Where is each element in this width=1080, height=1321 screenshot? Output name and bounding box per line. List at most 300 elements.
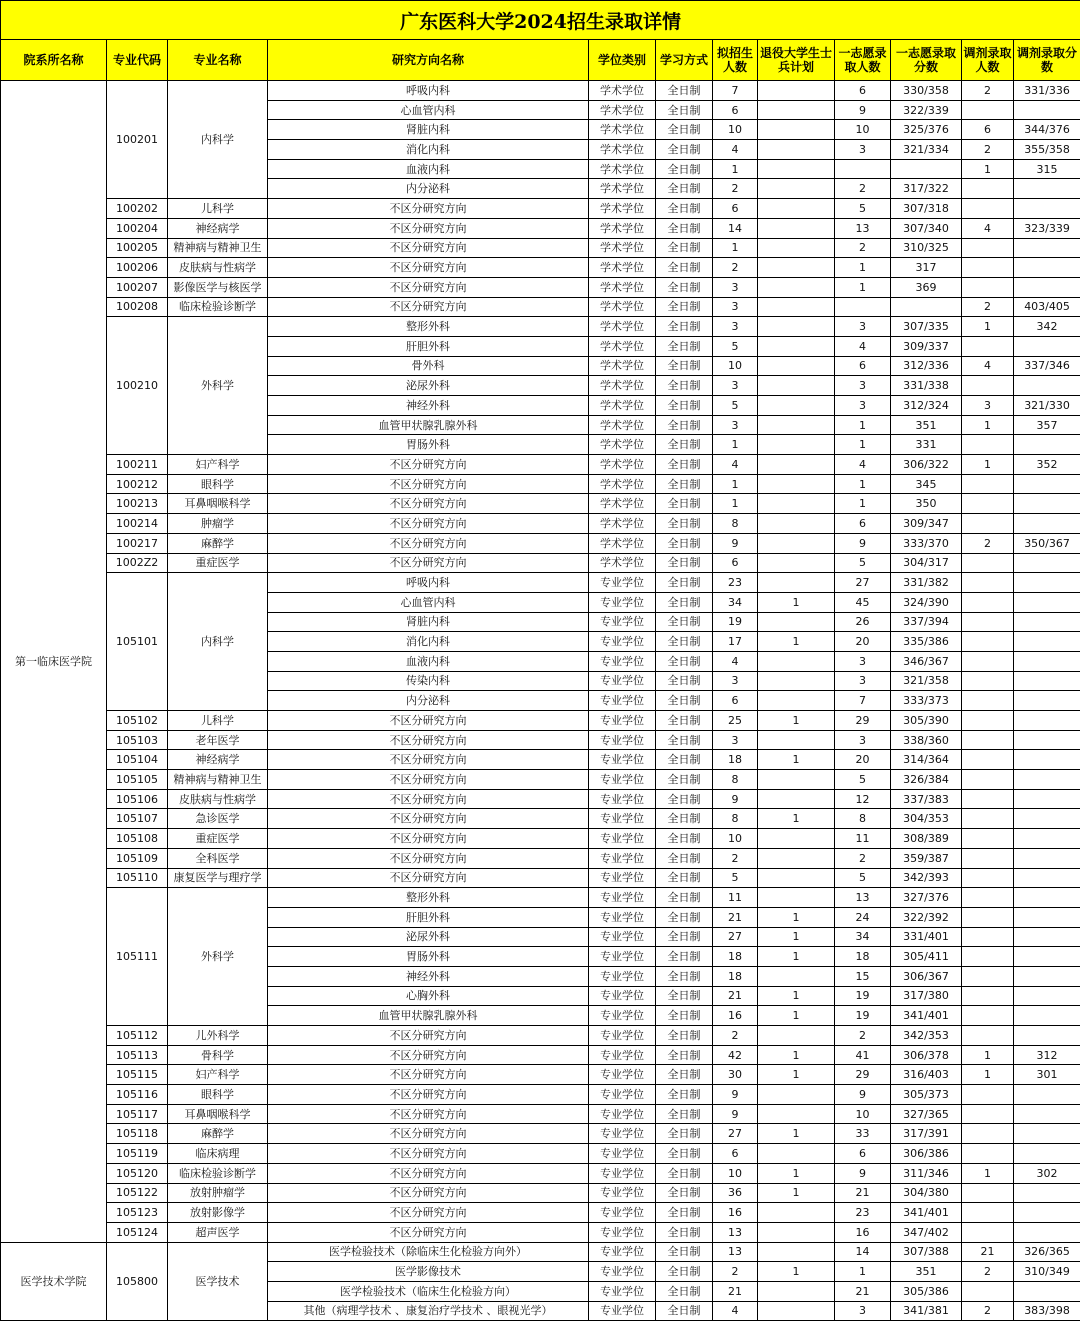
first-choice-score-cell: 359/387 bbox=[891, 848, 962, 868]
first-choice-score-cell bbox=[891, 297, 962, 317]
direction-cell: 血液内科 bbox=[268, 651, 589, 671]
planned-cell: 16 bbox=[713, 1203, 758, 1223]
first-choice-score-cell: 326/384 bbox=[891, 770, 962, 790]
table-row bbox=[1, 553, 1080, 573]
adjust-score-cell: 323/339 bbox=[1014, 218, 1080, 238]
study-mode-cell: 全日制 bbox=[656, 691, 713, 711]
first-choice-score-cell: 307/388 bbox=[891, 1242, 962, 1262]
veteran-cell bbox=[758, 455, 835, 475]
study-mode-cell: 全日制 bbox=[656, 120, 713, 140]
adjust-score-cell bbox=[1014, 1104, 1080, 1124]
adjust-score-cell: 331/336 bbox=[1014, 81, 1080, 101]
degree-type-cell: 专业学位 bbox=[589, 711, 656, 731]
first-choice-count-cell: 8 bbox=[835, 809, 891, 829]
direction-cell: 不区分研究方向 bbox=[268, 1222, 589, 1242]
study-mode-cell: 全日制 bbox=[656, 1262, 713, 1282]
table-row bbox=[1, 199, 1080, 219]
table-row bbox=[1, 1163, 1080, 1183]
planned-cell: 19 bbox=[713, 612, 758, 632]
planned-cell: 3 bbox=[713, 317, 758, 337]
study-mode-cell: 全日制 bbox=[656, 1203, 713, 1223]
veteran-cell bbox=[758, 770, 835, 790]
veteran-cell bbox=[758, 514, 835, 534]
table-row bbox=[1, 474, 1080, 494]
first-choice-score-cell: 333/373 bbox=[891, 691, 962, 711]
study-mode-cell: 全日制 bbox=[656, 868, 713, 888]
adjust-score-cell bbox=[1014, 1281, 1080, 1301]
veteran-cell: 1 bbox=[758, 927, 835, 947]
major-code-cell: 100214 bbox=[107, 514, 168, 534]
table-row bbox=[1, 317, 1080, 337]
veteran-cell bbox=[758, 494, 835, 514]
study-mode-cell: 全日制 bbox=[656, 711, 713, 731]
table-row bbox=[1, 1104, 1080, 1124]
adjust-score-cell bbox=[1014, 966, 1080, 986]
veteran-cell: 1 bbox=[758, 1045, 835, 1065]
study-mode-cell: 全日制 bbox=[656, 179, 713, 199]
adjust-score-cell: 315 bbox=[1014, 159, 1080, 179]
first-choice-score-cell: 333/370 bbox=[891, 533, 962, 553]
planned-cell: 25 bbox=[713, 711, 758, 731]
first-choice-count-cell bbox=[835, 159, 891, 179]
table-row bbox=[1, 848, 1080, 868]
degree-type-cell: 学术学位 bbox=[589, 396, 656, 416]
direction-cell: 不区分研究方向 bbox=[268, 868, 589, 888]
planned-cell: 9 bbox=[713, 789, 758, 809]
direction-cell: 其他（病理学技术 、康复治疗学技术 、眼视光学） bbox=[268, 1301, 589, 1321]
planned-cell: 3 bbox=[713, 376, 758, 396]
first-choice-count-cell: 6 bbox=[835, 356, 891, 376]
adjust-count-cell bbox=[962, 1006, 1014, 1026]
adjust-score-cell bbox=[1014, 376, 1080, 396]
planned-cell: 8 bbox=[713, 809, 758, 829]
table-row bbox=[1, 1242, 1080, 1262]
veteran-cell bbox=[758, 258, 835, 278]
direction-cell: 心胸外科 bbox=[268, 986, 589, 1006]
planned-cell: 17 bbox=[713, 632, 758, 652]
degree-type-cell: 专业学位 bbox=[589, 1203, 656, 1223]
adjust-score-cell bbox=[1014, 691, 1080, 711]
adjust-count-cell bbox=[962, 1085, 1014, 1105]
direction-cell: 不区分研究方向 bbox=[268, 238, 589, 258]
major-name-cell: 麻醉学 bbox=[168, 1124, 268, 1144]
adjust-score-cell bbox=[1014, 435, 1080, 455]
veteran-cell: 1 bbox=[758, 632, 835, 652]
table-row bbox=[1, 1026, 1080, 1046]
degree-type-cell: 专业学位 bbox=[589, 1085, 656, 1105]
adjust-count-cell bbox=[962, 553, 1014, 573]
degree-type-cell: 专业学位 bbox=[589, 1222, 656, 1242]
adjust-count-cell bbox=[962, 1026, 1014, 1046]
first-choice-count-cell bbox=[835, 297, 891, 317]
degree-type-cell: 专业学位 bbox=[589, 1262, 656, 1282]
veteran-cell bbox=[758, 533, 835, 553]
adjust-count-cell: 4 bbox=[962, 356, 1014, 376]
adjust-count-cell bbox=[962, 1203, 1014, 1223]
adjust-count-cell bbox=[962, 651, 1014, 671]
veteran-cell bbox=[758, 336, 835, 356]
study-mode-cell: 全日制 bbox=[656, 533, 713, 553]
veteran-cell: 1 bbox=[758, 592, 835, 612]
degree-type-cell: 专业学位 bbox=[589, 1242, 656, 1262]
veteran-cell bbox=[758, 651, 835, 671]
veteran-cell: 1 bbox=[758, 1006, 835, 1026]
adjust-count-cell: 1 bbox=[962, 1045, 1014, 1065]
degree-type-cell: 专业学位 bbox=[589, 947, 656, 967]
adjust-count-cell bbox=[962, 514, 1014, 534]
major-name-cell: 康复医学与理疗学 bbox=[168, 868, 268, 888]
major-code-cell: 105110 bbox=[107, 868, 168, 888]
degree-type-cell: 专业学位 bbox=[589, 809, 656, 829]
planned-cell: 2 bbox=[713, 1026, 758, 1046]
first-choice-count-cell: 45 bbox=[835, 592, 891, 612]
degree-type-cell: 学术学位 bbox=[589, 159, 656, 179]
direction-cell: 不区分研究方向 bbox=[268, 1026, 589, 1046]
planned-cell: 3 bbox=[713, 297, 758, 317]
planned-cell: 21 bbox=[713, 986, 758, 1006]
degree-type-cell: 专业学位 bbox=[589, 592, 656, 612]
first-choice-count-cell: 9 bbox=[835, 533, 891, 553]
direction-cell: 不区分研究方向 bbox=[268, 514, 589, 534]
header-row bbox=[1, 40, 1080, 81]
first-choice-score-cell: 305/373 bbox=[891, 1085, 962, 1105]
adjust-score-cell: 302 bbox=[1014, 1163, 1080, 1183]
major-code-cell: 100207 bbox=[107, 277, 168, 297]
planned-cell: 10 bbox=[713, 1163, 758, 1183]
degree-type-cell: 专业学位 bbox=[589, 966, 656, 986]
study-mode-cell: 全日制 bbox=[656, 100, 713, 120]
adjust-count-cell: 2 bbox=[962, 81, 1014, 101]
adjust-count-cell bbox=[962, 592, 1014, 612]
direction-cell: 传染内科 bbox=[268, 671, 589, 691]
adjust-count-cell: 2 bbox=[962, 533, 1014, 553]
planned-cell: 27 bbox=[713, 927, 758, 947]
first-choice-score-cell: 305/411 bbox=[891, 947, 962, 967]
degree-type-cell: 专业学位 bbox=[589, 1301, 656, 1321]
first-choice-score-cell: 310/325 bbox=[891, 238, 962, 258]
first-choice-score-cell: 317 bbox=[891, 258, 962, 278]
first-choice-score-cell: 346/367 bbox=[891, 651, 962, 671]
first-choice-count-cell: 21 bbox=[835, 1183, 891, 1203]
adjust-score-cell bbox=[1014, 474, 1080, 494]
adjust-count-cell: 1 bbox=[962, 455, 1014, 475]
first-choice-score-cell bbox=[891, 159, 962, 179]
major-name-cell: 妇产科学 bbox=[168, 1065, 268, 1085]
first-choice-count-cell: 6 bbox=[835, 1144, 891, 1164]
major-name-cell: 神经病学 bbox=[168, 750, 268, 770]
first-choice-score-cell: 312/324 bbox=[891, 396, 962, 416]
degree-type-cell: 专业学位 bbox=[589, 888, 656, 908]
direction-cell: 血管甲状腺乳腺外科 bbox=[268, 1006, 589, 1026]
adjust-score-cell bbox=[1014, 1144, 1080, 1164]
table-row bbox=[1, 829, 1080, 849]
planned-cell: 18 bbox=[713, 966, 758, 986]
planned-cell: 8 bbox=[713, 514, 758, 534]
first-choice-count-cell: 10 bbox=[835, 120, 891, 140]
major-code-cell: 105112 bbox=[107, 1026, 168, 1046]
adjust-score-cell bbox=[1014, 179, 1080, 199]
direction-cell: 泌尿外科 bbox=[268, 376, 589, 396]
major-name-cell: 耳鼻咽喉科学 bbox=[168, 1104, 268, 1124]
adjust-count-cell bbox=[962, 100, 1014, 120]
major-name-cell: 精神病与精神卫生 bbox=[168, 770, 268, 790]
study-mode-cell: 全日制 bbox=[656, 671, 713, 691]
study-mode-cell: 全日制 bbox=[656, 966, 713, 986]
table-row bbox=[1, 888, 1080, 908]
first-choice-score-cell: 321/358 bbox=[891, 671, 962, 691]
table-row bbox=[1, 1183, 1080, 1203]
veteran-cell bbox=[758, 356, 835, 376]
direction-cell: 不区分研究方向 bbox=[268, 770, 589, 790]
first-choice-count-cell: 41 bbox=[835, 1045, 891, 1065]
degree-type-cell: 专业学位 bbox=[589, 770, 656, 790]
study-mode-cell: 全日制 bbox=[656, 770, 713, 790]
first-choice-count-cell: 12 bbox=[835, 789, 891, 809]
direction-cell: 不区分研究方向 bbox=[268, 297, 589, 317]
table-row bbox=[1, 277, 1080, 297]
adjust-score-cell bbox=[1014, 632, 1080, 652]
adjust-count-cell bbox=[962, 848, 1014, 868]
major-name-cell: 影像医学与核医学 bbox=[168, 277, 268, 297]
first-choice-count-cell: 15 bbox=[835, 966, 891, 986]
first-choice-count-cell: 5 bbox=[835, 199, 891, 219]
direction-cell: 胃肠外科 bbox=[268, 435, 589, 455]
major-name-cell: 医学技术 bbox=[168, 1242, 268, 1321]
veteran-cell: 1 bbox=[758, 809, 835, 829]
major-code-cell: 105103 bbox=[107, 730, 168, 750]
first-choice-count-cell: 2 bbox=[835, 238, 891, 258]
study-mode-cell: 全日制 bbox=[656, 1065, 713, 1085]
adjust-count-cell bbox=[962, 730, 1014, 750]
first-choice-count-cell: 18 bbox=[835, 947, 891, 967]
adjust-count-cell bbox=[962, 750, 1014, 770]
planned-cell: 10 bbox=[713, 120, 758, 140]
first-choice-score-cell: 321/334 bbox=[891, 140, 962, 160]
degree-type-cell: 专业学位 bbox=[589, 651, 656, 671]
major-code-cell: 105124 bbox=[107, 1222, 168, 1242]
degree-type-cell: 学术学位 bbox=[589, 435, 656, 455]
major-name-cell: 内科学 bbox=[168, 81, 268, 199]
adjust-count-cell bbox=[962, 474, 1014, 494]
major-code-cell: 105117 bbox=[107, 1104, 168, 1124]
first-choice-score-cell: 311/346 bbox=[891, 1163, 962, 1183]
direction-cell: 呼吸内科 bbox=[268, 573, 589, 593]
veteran-cell: 1 bbox=[758, 750, 835, 770]
degree-type-cell: 学术学位 bbox=[589, 415, 656, 435]
direction-cell: 肾脏内科 bbox=[268, 612, 589, 632]
direction-cell: 不区分研究方向 bbox=[268, 1085, 589, 1105]
study-mode-cell: 全日制 bbox=[656, 258, 713, 278]
degree-type-cell: 专业学位 bbox=[589, 1163, 656, 1183]
veteran-cell bbox=[758, 140, 835, 160]
adjust-score-cell bbox=[1014, 1183, 1080, 1203]
adjust-score-cell bbox=[1014, 927, 1080, 947]
first-choice-score-cell: 309/347 bbox=[891, 514, 962, 534]
adjust-count-cell bbox=[962, 238, 1014, 258]
first-choice-count-cell: 29 bbox=[835, 1065, 891, 1085]
first-choice-count-cell: 26 bbox=[835, 612, 891, 632]
adjust-count-cell: 2 bbox=[962, 1301, 1014, 1321]
first-choice-score-cell: 338/360 bbox=[891, 730, 962, 750]
planned-cell: 9 bbox=[713, 1104, 758, 1124]
table-row bbox=[1, 1045, 1080, 1065]
first-choice-score-cell: 331/338 bbox=[891, 376, 962, 396]
adjust-count-cell bbox=[962, 1183, 1014, 1203]
major-code-cell: 105800 bbox=[107, 1242, 168, 1321]
first-choice-count-cell: 10 bbox=[835, 1104, 891, 1124]
first-choice-count-cell: 1 bbox=[835, 474, 891, 494]
degree-type-cell: 专业学位 bbox=[589, 1183, 656, 1203]
major-code-cell: 105120 bbox=[107, 1163, 168, 1183]
direction-cell: 不区分研究方向 bbox=[268, 1203, 589, 1223]
major-code-cell: 105118 bbox=[107, 1124, 168, 1144]
degree-type-cell: 专业学位 bbox=[589, 986, 656, 1006]
first-choice-score-cell: 341/381 bbox=[891, 1301, 962, 1321]
planned-cell: 3 bbox=[713, 671, 758, 691]
major-name-cell: 骨科学 bbox=[168, 1045, 268, 1065]
table-row bbox=[1, 711, 1080, 731]
adjust-score-cell: 310/349 bbox=[1014, 1262, 1080, 1282]
adjust-score-cell bbox=[1014, 277, 1080, 297]
adjust-score-cell bbox=[1014, 238, 1080, 258]
veteran-cell bbox=[758, 297, 835, 317]
planned-cell: 36 bbox=[713, 1183, 758, 1203]
table-row bbox=[1, 1222, 1080, 1242]
first-choice-count-cell: 3 bbox=[835, 140, 891, 160]
direction-cell: 不区分研究方向 bbox=[268, 750, 589, 770]
planned-cell: 6 bbox=[713, 1144, 758, 1164]
study-mode-cell: 全日制 bbox=[656, 514, 713, 534]
header-adjust-count: 调剂录取人数 bbox=[962, 40, 1014, 81]
study-mode-cell: 全日制 bbox=[656, 1301, 713, 1321]
degree-type-cell: 学术学位 bbox=[589, 140, 656, 160]
adjust-count-cell bbox=[962, 199, 1014, 219]
adjust-score-cell bbox=[1014, 592, 1080, 612]
first-choice-count-cell: 4 bbox=[835, 336, 891, 356]
degree-type-cell: 学术学位 bbox=[589, 455, 656, 475]
planned-cell: 13 bbox=[713, 1222, 758, 1242]
table-row bbox=[1, 297, 1080, 317]
first-choice-score-cell: 351 bbox=[891, 1262, 962, 1282]
veteran-cell bbox=[758, 730, 835, 750]
major-name-cell: 外科学 bbox=[168, 888, 268, 1026]
adjust-count-cell bbox=[962, 573, 1014, 593]
adjust-score-cell bbox=[1014, 829, 1080, 849]
adjust-score-cell bbox=[1014, 1124, 1080, 1144]
adjust-score-cell bbox=[1014, 750, 1080, 770]
adjust-score-cell: 326/365 bbox=[1014, 1242, 1080, 1262]
first-choice-score-cell: 331/382 bbox=[891, 573, 962, 593]
adjust-count-cell: 2 bbox=[962, 297, 1014, 317]
veteran-cell bbox=[758, 435, 835, 455]
direction-cell: 不区分研究方向 bbox=[268, 809, 589, 829]
adjust-score-cell: 357 bbox=[1014, 415, 1080, 435]
first-choice-count-cell: 5 bbox=[835, 770, 891, 790]
direction-cell: 不区分研究方向 bbox=[268, 1045, 589, 1065]
study-mode-cell: 全日制 bbox=[656, 415, 713, 435]
planned-cell: 42 bbox=[713, 1045, 758, 1065]
direction-cell: 心血管内科 bbox=[268, 592, 589, 612]
table-row bbox=[1, 770, 1080, 790]
veteran-cell: 1 bbox=[758, 907, 835, 927]
first-choice-count-cell: 6 bbox=[835, 514, 891, 534]
first-choice-count-cell: 13 bbox=[835, 218, 891, 238]
first-choice-score-cell: 345 bbox=[891, 474, 962, 494]
planned-cell: 5 bbox=[713, 396, 758, 416]
veteran-cell bbox=[758, 789, 835, 809]
first-choice-count-cell: 1 bbox=[835, 435, 891, 455]
adjust-count-cell bbox=[962, 494, 1014, 514]
adjust-count-cell bbox=[962, 809, 1014, 829]
direction-cell: 不区分研究方向 bbox=[268, 277, 589, 297]
degree-type-cell: 专业学位 bbox=[589, 848, 656, 868]
adjust-count-cell: 1 bbox=[962, 317, 1014, 337]
major-code-cell: 100213 bbox=[107, 494, 168, 514]
degree-type-cell: 专业学位 bbox=[589, 927, 656, 947]
major-name-cell: 皮肤病与性病学 bbox=[168, 789, 268, 809]
direction-cell: 不区分研究方向 bbox=[268, 1183, 589, 1203]
first-choice-score-cell: 306/322 bbox=[891, 455, 962, 475]
adjust-score-cell: 301 bbox=[1014, 1065, 1080, 1085]
adjust-count-cell: 3 bbox=[962, 396, 1014, 416]
study-mode-cell: 全日制 bbox=[656, 396, 713, 416]
direction-cell: 胃肠外科 bbox=[268, 947, 589, 967]
planned-cell: 1 bbox=[713, 238, 758, 258]
study-mode-cell: 全日制 bbox=[656, 573, 713, 593]
adjust-count-cell bbox=[962, 1104, 1014, 1124]
adjust-score-cell bbox=[1014, 1222, 1080, 1242]
major-code-cell: 105104 bbox=[107, 750, 168, 770]
degree-type-cell: 专业学位 bbox=[589, 750, 656, 770]
first-choice-count-cell: 14 bbox=[835, 1242, 891, 1262]
degree-type-cell: 专业学位 bbox=[589, 1006, 656, 1026]
veteran-cell bbox=[758, 1085, 835, 1105]
first-choice-score-cell: 317/380 bbox=[891, 986, 962, 1006]
major-code-cell: 105111 bbox=[107, 888, 168, 1026]
first-choice-score-cell: 307/340 bbox=[891, 218, 962, 238]
direction-cell: 不区分研究方向 bbox=[268, 455, 589, 475]
veteran-cell bbox=[758, 159, 835, 179]
veteran-cell: 1 bbox=[758, 1124, 835, 1144]
first-choice-score-cell: 341/401 bbox=[891, 1006, 962, 1026]
planned-cell: 10 bbox=[713, 829, 758, 849]
major-name-cell: 全科医学 bbox=[168, 848, 268, 868]
study-mode-cell: 全日制 bbox=[656, 1144, 713, 1164]
veteran-cell: 1 bbox=[758, 1065, 835, 1085]
planned-cell: 4 bbox=[713, 455, 758, 475]
study-mode-cell: 全日制 bbox=[656, 829, 713, 849]
planned-cell: 34 bbox=[713, 592, 758, 612]
degree-type-cell: 学术学位 bbox=[589, 533, 656, 553]
veteran-cell bbox=[758, 612, 835, 632]
planned-cell: 1 bbox=[713, 159, 758, 179]
direction-cell: 肝胆外科 bbox=[268, 907, 589, 927]
adjust-score-cell bbox=[1014, 730, 1080, 750]
veteran-cell bbox=[758, 474, 835, 494]
first-choice-score-cell: 312/336 bbox=[891, 356, 962, 376]
first-choice-score-cell: 324/390 bbox=[891, 592, 962, 612]
table-row bbox=[1, 533, 1080, 553]
first-choice-count-cell: 2 bbox=[835, 848, 891, 868]
major-name-cell: 皮肤病与性病学 bbox=[168, 258, 268, 278]
study-mode-cell: 全日制 bbox=[656, 809, 713, 829]
major-name-cell: 内科学 bbox=[168, 573, 268, 711]
adjust-score-cell bbox=[1014, 199, 1080, 219]
first-choice-count-cell: 4 bbox=[835, 455, 891, 475]
direction-cell: 不区分研究方向 bbox=[268, 789, 589, 809]
veteran-cell bbox=[758, 848, 835, 868]
direction-cell: 不区分研究方向 bbox=[268, 730, 589, 750]
